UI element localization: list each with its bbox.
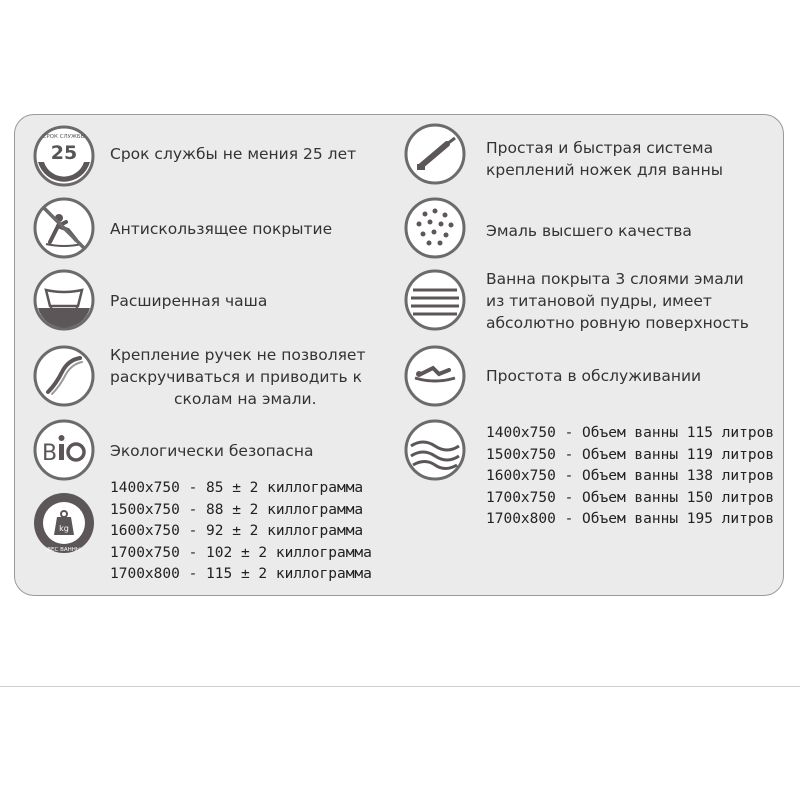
badge-bottom-text: ЛЕТ (57, 169, 71, 177)
feature-enamel-layers-line-3: абсолютно ровную поверхность (486, 314, 749, 332)
bathtub-bowl-icon (32, 268, 96, 332)
leg-mount-screwdriver-icon (403, 122, 467, 186)
bath-weight-icon (32, 491, 96, 555)
feature-handle-mount-line-2: раскручиваться и приводить к (110, 368, 362, 386)
weight-row: 1500x750 - 88 ± 2 киллограмма (110, 501, 364, 518)
divider-line (0, 686, 800, 687)
enamel-dots-icon (403, 196, 467, 260)
feature-easy-care: Простота в обслуживании (486, 367, 702, 385)
handle-mount-icon (32, 344, 96, 408)
feature-enamel-quality: Эмаль высшего качества (486, 222, 692, 240)
badge-top-text: СРОК СЛУЖБЫ (42, 134, 86, 140)
feature-leg-mount-line-1: Простая и быстрая система (486, 139, 714, 157)
feature-handle-mount (110, 344, 366, 410)
feature-enamel-layers-line-1: Ванна покрыта 3 слоями эмали (486, 270, 744, 288)
weight-row: 1700x800 - 115 ± 2 киллограмма (110, 566, 372, 582)
feature-handle-mount-line-3: сколам на эмали. (174, 390, 317, 408)
water-volume-icon (403, 418, 467, 482)
volume-row: 1700x750 - Объем ванны 150 литров (486, 489, 775, 506)
feature-handle-mount-line-1: Крепление ручек не позволяет (110, 346, 366, 364)
weight-row: 1600x750 - 92 ± 2 киллограмма (110, 523, 364, 539)
volume-list (486, 423, 774, 531)
weight-kg-label: kg (59, 524, 69, 533)
svg-text:B: B (42, 441, 58, 466)
easy-care-icon (403, 344, 467, 408)
badge-number: 25 (50, 142, 78, 164)
feature-enamel-layers (486, 268, 749, 334)
bio-eco-icon (32, 418, 96, 482)
volume-row: 1400x750 - Объем ванны 115 литров (486, 425, 775, 441)
feature-anti-slip: Антискользящее покрытие (110, 220, 333, 238)
feature-service-life: Срок службы не мения 25 лет (110, 145, 357, 163)
feature-wide-bowl: Расширенная чаша (110, 292, 268, 310)
anti-slip-icon (32, 196, 96, 260)
volume-row: 1500x750 - Объем ванны 119 литров (486, 446, 775, 463)
volume-row: 1700x800 - Объем ванны 195 литров (486, 511, 775, 527)
weight-row: 1400x750 - 85 ± 2 киллограмма (110, 480, 364, 496)
volume-row: 1600x750 - Объем ванны 138 литров (486, 468, 775, 484)
service-life-25-years-icon (32, 124, 96, 188)
feature-eco: Экологически безопасна (110, 442, 314, 460)
feature-leg-mount (486, 137, 723, 181)
weight-row: 1700x750 - 102 ± 2 киллограмма (110, 544, 372, 561)
weight-list (110, 478, 372, 586)
feature-leg-mount-line-2: креплений ножек для ванны (486, 161, 723, 179)
feature-enamel-layers-line-2: из титановой пудры, имеет (486, 292, 712, 310)
weight-badge-text: ВЕС ВАННЫ (47, 547, 81, 553)
enamel-layers-icon (403, 268, 467, 332)
